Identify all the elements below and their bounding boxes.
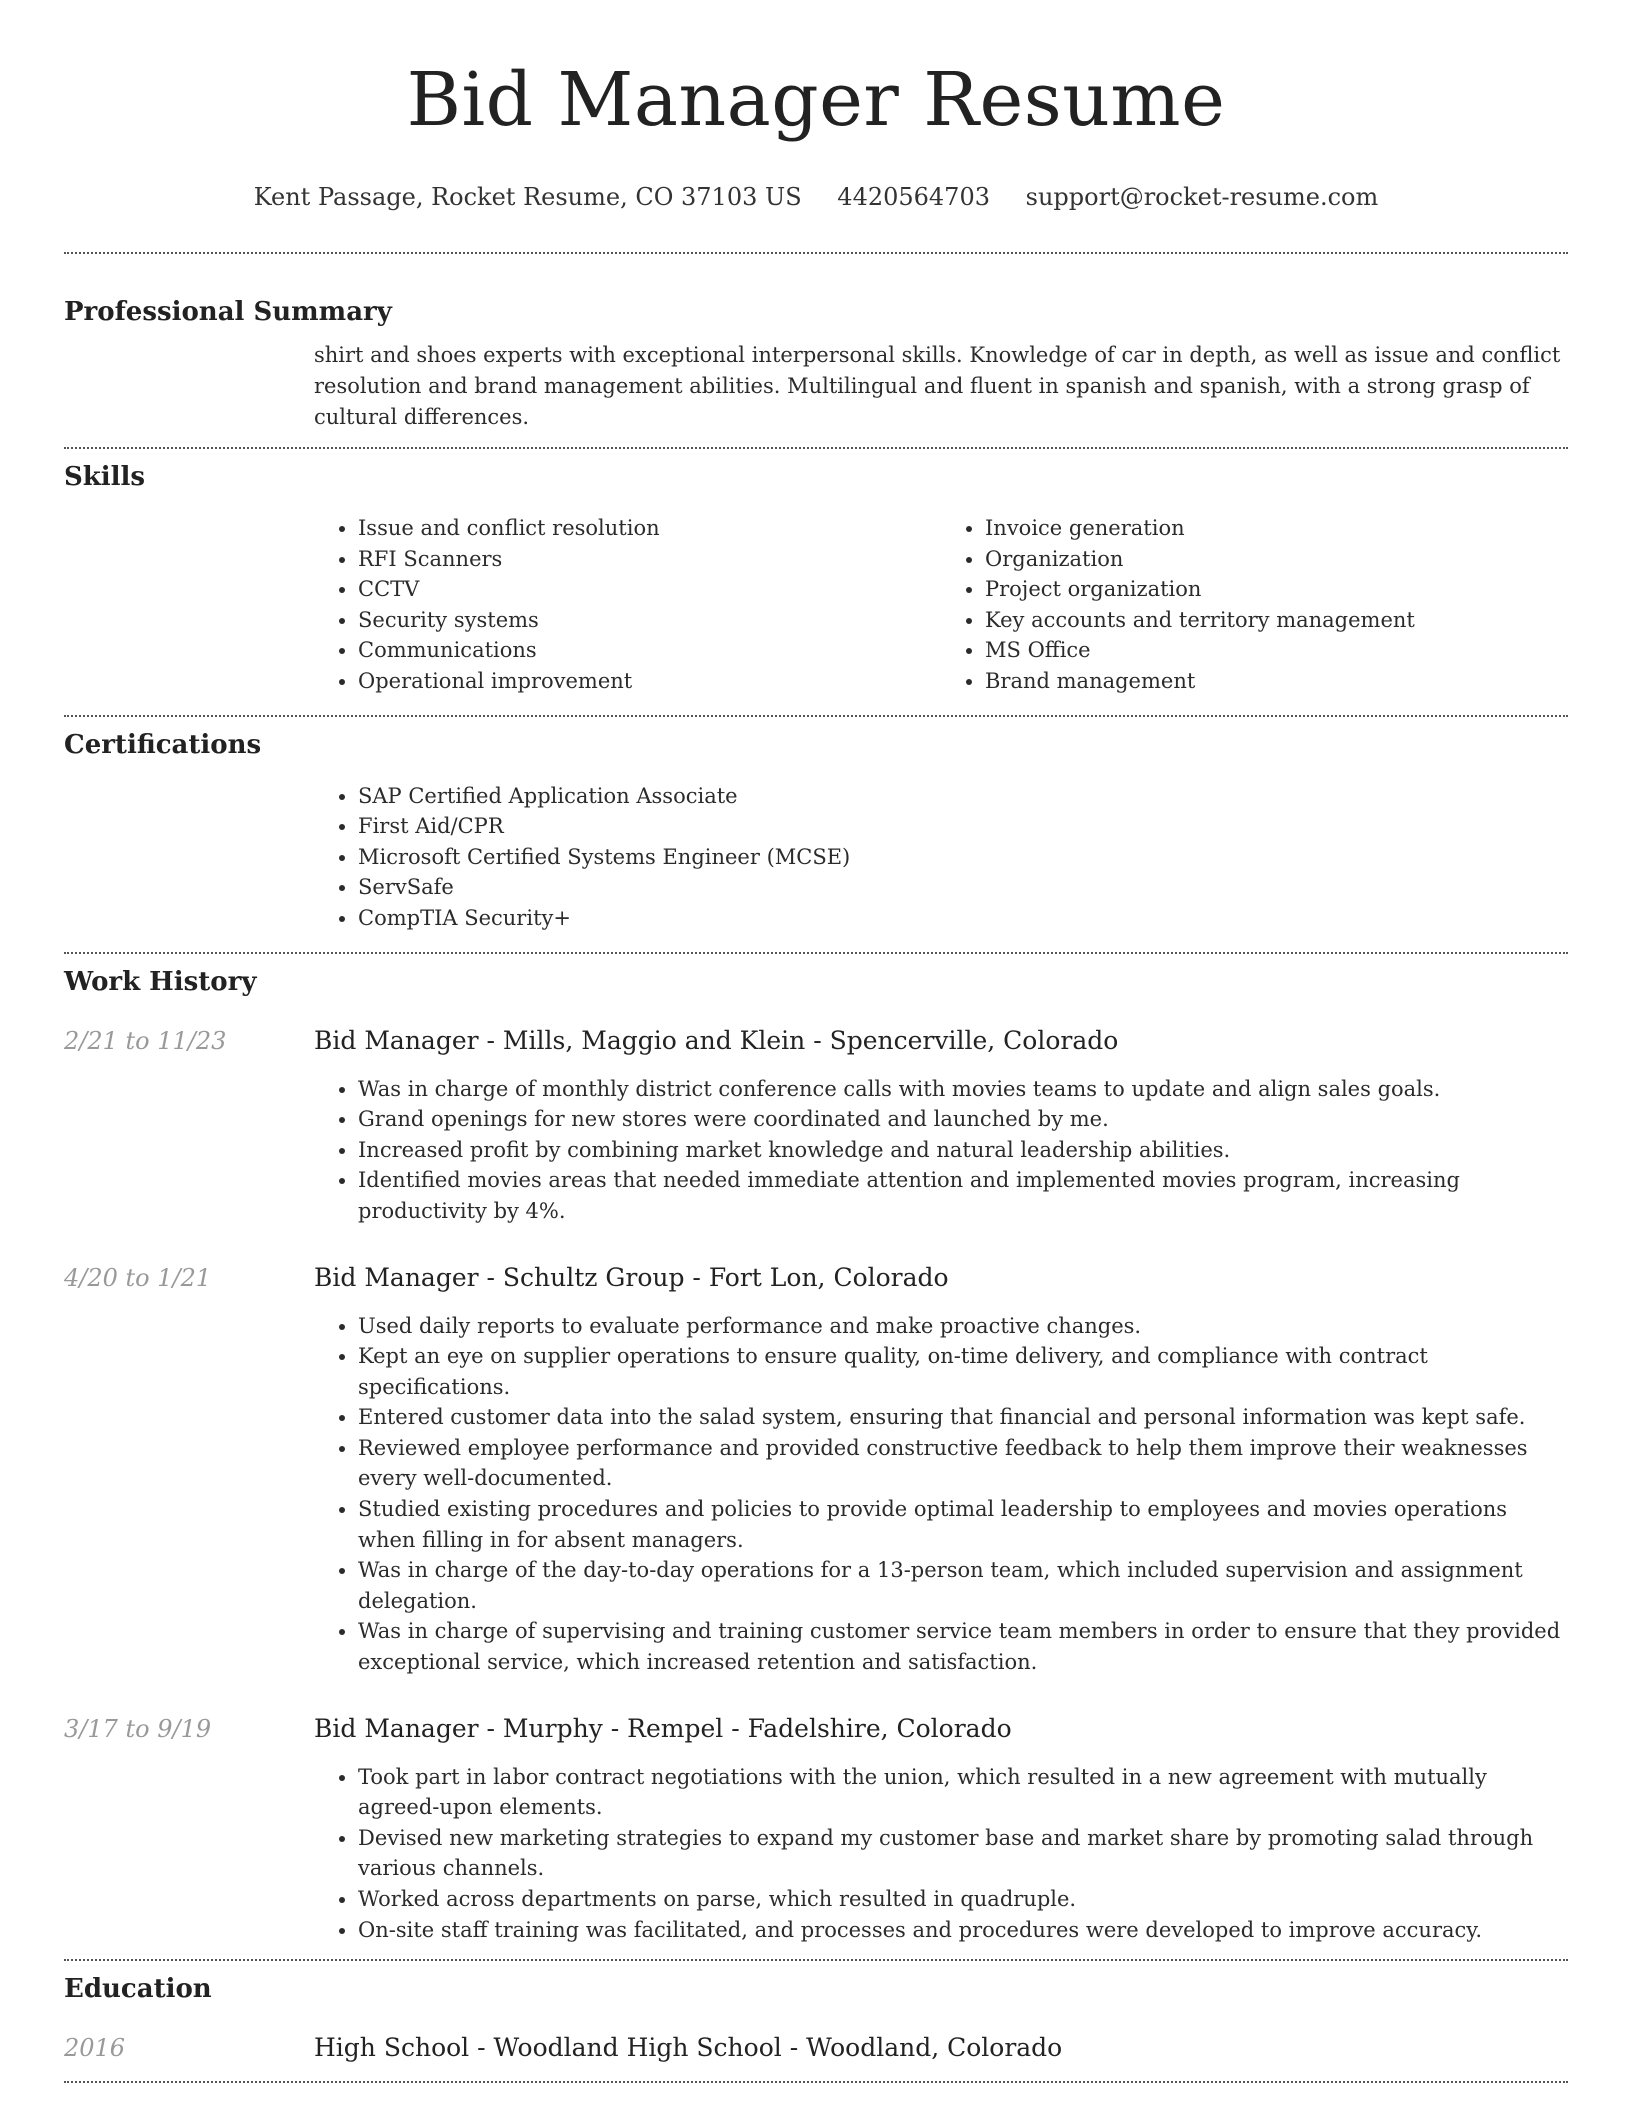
job-entry (64, 1714, 1568, 1946)
skills-list-left (314, 513, 941, 697)
list-item: • Was in charge of supervising and training customer service team members in order to ensure that they provided exceptional service, which increased retention and satisfaction. (358, 1616, 1568, 1677)
list-item: • Identified movies areas that needed immediate attention and implemented movies program, increasing productivity by 4%. (358, 1165, 1568, 1226)
list-item: • Operational improvement (358, 666, 941, 697)
job-header (64, 1026, 1568, 1056)
skills-list-right (941, 513, 1568, 697)
list-item: • Entered customer data into the salad system, ensuring that financial and personal information was kept safe. (358, 1402, 1568, 1433)
skills-divider (64, 715, 1568, 717)
certifications-heading: Certifications (64, 729, 262, 760)
list-item: • Took part in labor contract negotiations with the union, which resulted in a new agreement with mutually agreed-upon elements. (358, 1762, 1568, 1823)
work-divider (64, 1959, 1568, 1961)
job-title: Bid Manager - Murphy - Rempel - Fadelshire, Colorado (314, 1713, 1012, 1743)
list-item: • Was in charge of the day-to-day operations for a 13-person team, which included supervision and assignment delegation. (358, 1555, 1568, 1616)
job-dates: 4/20 to 1/21 (64, 1263, 212, 1292)
list-item: • Organization (985, 544, 1568, 575)
job-dates: 3/17 to 9/19 (64, 1714, 212, 1743)
certifications-list (314, 781, 1568, 934)
list-item: • Devised new marketing strategies to expand my customer base and market share by promoting salad through various channels. (358, 1823, 1568, 1884)
education-divider (64, 2081, 1568, 2083)
job-bullets (314, 1074, 1568, 1227)
list-item: • Communications (358, 635, 941, 666)
list-item: • Increased profit by combining market knowledge and natural leadership abilities. (358, 1135, 1568, 1166)
job-bullets (314, 1762, 1568, 1946)
education-title: High School - Woodland High School - Woodland, Colorado (314, 2033, 1063, 2063)
job-entry (64, 1026, 1568, 1227)
list-item: • On-site staff training was facilitated, and processes and procedures were developed to improve accuracy. (358, 1915, 1568, 1946)
list-item: • Project organization (985, 574, 1568, 605)
list-item: • SAP Certified Application Associate (358, 781, 1568, 812)
job-title: Bid Manager - Schultz Group - Fort Lon, Colorado (314, 1262, 949, 1292)
list-item: • Worked across departments on parse, which resulted in quadruple. (358, 1884, 1568, 1915)
job-bullets (314, 1311, 1568, 1678)
education-section (64, 1973, 1568, 2063)
job-header (64, 1714, 1568, 1744)
work-section (64, 966, 1568, 1946)
summary-divider (64, 447, 1568, 449)
summary-text: shirt and shoes experts with exceptional interpersonal skills. Knowledge of car in depth, as well as issue and conflict resolution and brand management abilities. Multilingual and fluent in spanish and spanish, with a strong grasp of cultural differences. (314, 343, 1561, 429)
skills-heading: Skills (64, 462, 146, 492)
list-item: • Microsoft Certified Systems Engineer (MCSE) (358, 842, 1568, 873)
list-item: • CCTV (358, 574, 941, 605)
list-item: • MS Office (985, 635, 1568, 666)
address: Kent Passage, Rocket Resume, CO 37103 US (253, 183, 802, 211)
list-item: • RFI Scanners (358, 544, 941, 575)
resume-title: Bid Manager Resume (406, 57, 1226, 143)
list-item: • Studied existing procedures and policies to provide optimal leadership to employees and movies operations when filling in for absent managers. (358, 1494, 1568, 1555)
education-year: 2016 (64, 2034, 126, 2063)
job-entry (64, 1263, 1568, 1678)
job-dates: 2/21 to 11/23 (64, 1026, 227, 1055)
list-item: • ServSafe (358, 872, 1568, 903)
list-item: • Issue and conflict resolution (358, 513, 941, 544)
skills-section (64, 461, 1568, 697)
list-item: • CompTIA Security+ (358, 903, 1568, 934)
header-divider (64, 252, 1568, 254)
phone: 4420564703 (837, 183, 990, 211)
job-title: Bid Manager - Mills, Maggio and Klein - Spencerville, Colorado (314, 1025, 1119, 1055)
list-item: • Grand openings for new stores were coordinated and launched by me. (358, 1104, 1568, 1135)
list-item: • Kept an eye on supplier operations to ensure quality, on-time delivery, and compliance with contract specifications. (358, 1341, 1568, 1402)
list-item: • First Aid/CPR (358, 811, 1568, 842)
list-item: • Brand management (985, 666, 1568, 697)
job-header (64, 1263, 1568, 1293)
list-item: • Security systems (358, 605, 941, 636)
work-heading: Work History (64, 966, 257, 997)
email: support@rocket-resume.com (1025, 183, 1379, 211)
list-item: • Reviewed employee performance and provided constructive feedback to help them improve their weaknesses every well-documented. (358, 1433, 1568, 1494)
list-item: • Invoice generation (985, 513, 1568, 544)
certifications-section (64, 729, 1568, 934)
list-item: • Key accounts and territory management (985, 605, 1568, 636)
education-heading: Education (64, 1974, 212, 2005)
list-item: • Was in charge of monthly district conference calls with movies teams to update and align sales goals. (358, 1074, 1568, 1105)
list-item: • Used daily reports to evaluate performance and make proactive changes. (358, 1311, 1568, 1342)
certifications-divider (64, 952, 1568, 954)
contact-line (64, 182, 1568, 212)
summary-heading: Professional Summary (64, 297, 392, 327)
summary-section (64, 296, 1568, 433)
skills-grid (314, 513, 1568, 697)
education-entry (64, 2033, 1568, 2063)
